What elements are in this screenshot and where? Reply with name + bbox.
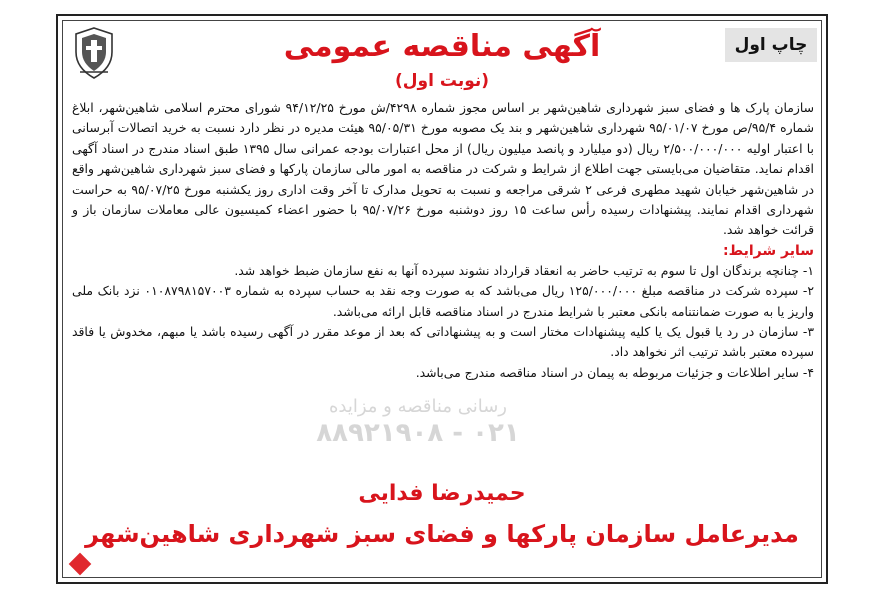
main-paragraph: سازمان پارک ها و فضای سبز شهرداری شاهین‌شهر بر اساس مجوز شماره ۴۲۹۸/ش مورخ ۹۴/۱۲/۲۵ شورای محترم اسلامی شاهین‌شهر، ابلاغ شماره ۹۵/۴/ص مورخ ۹۵/۰۱/۰۷ شهرداری شاهین‌شهر و بند یک مصوبه مورخ ۹۵/۰۵/۳۱ هیئت مدیره در نظر دارد نسبت به خرید اتصالات آبرسانی با اعتبار اولیه ۲/۵۰۰/۰۰۰/۰۰۰ ریال (دو میلیارد و پانصد میلیون ریال) از محل اعتبارات بودجه عمرانی سال ۱۳۹۵ طبق اسناد مندرج در اسناد آگهی اقدام نماید. متقاضیان می‌بایستی جهت اطلاع از شرایط و شرکت در مناقصه به امور مالی سازمان پارکها و فضای سبز شهرداری شاهین‌شهر واقع در شاهین‌شهر خیابان شهید مطهری فرعی ۲ شرقی مراجعه و نسبت به تحویل مدارک تا آخر وقت اداری روز یکشنبه مورخ ۹۵/۰۷/۲۵ به حراست شهرداری اقدام نمایند. پیشنهادات رسیده رأس ساعت ۱۵ روز دوشنبه مورخ ۹۵/۰۷/۲۶ با حضور اعضاء کمیسیون عالی معاملات سازمان باز و قرائت خواهد شد.: [72, 100, 815, 238]
watermark-phone: ۰۲۱ - ۸۸۹۲۱۹۰۸: [316, 418, 520, 448]
print-edition-badge: چاپ اول: [725, 28, 817, 62]
term-item: ۲- سپرده شرکت در مناقصه مبلغ ۱۲۵/۰۰۰/۰۰۰ ریال می‌باشد که به صورت وجه نقد به حساب سپرده به شماره ۰۱۰۸۷۹۸۱۵۷۰۰۳ نزد بانک ملی واریز یا به صورت ضمانتنامه بانکی معتبر با شرایط مندرج در اسناد مناقصه قابل ارائه می‌باشد.: [72, 283, 815, 319]
notice-frame: [56, 14, 828, 584]
notice-subtitle: (نوبت اول): [394, 71, 490, 91]
term-item: ۴- سایر اطلاعات و جزئیات مربوطه به پیمان در اسناد مناقصه مندرج می‌باشد.: [415, 364, 814, 380]
terms-heading: سایر شرایط:: [723, 242, 814, 259]
term-item: ۳- سازمان در رد یا قبول یک یا کلیه پیشنهادات مختار است و به پیشنهاداتی که بعد از موعد مقرر در آگهی رسیده باشد یا مبهم، مخدوش یا فاقد سپرده معتبر باشد ترتیب اثر نخواهد داد.: [72, 324, 814, 360]
notice-body: [72, 98, 814, 383]
term-item: ۱- چنانچه برندگان اول تا سوم به ترتیب حاضر به انعقاد قرارداد نشوند سپرده آنها به نفع سازمان ضبط خواهد شد.: [234, 262, 814, 278]
watermark-text: رسانی مناقصه و مزایده: [328, 396, 507, 417]
notice-title: آگهی مناقصه عمومی: [283, 29, 601, 64]
signer-title: مدیرعامل سازمان پارکها و فضای سبز شهرداری شاهین‌شهر: [85, 520, 799, 548]
signer-name: حمیدرضا فدایی: [358, 481, 526, 506]
watermark: [248, 394, 588, 446]
